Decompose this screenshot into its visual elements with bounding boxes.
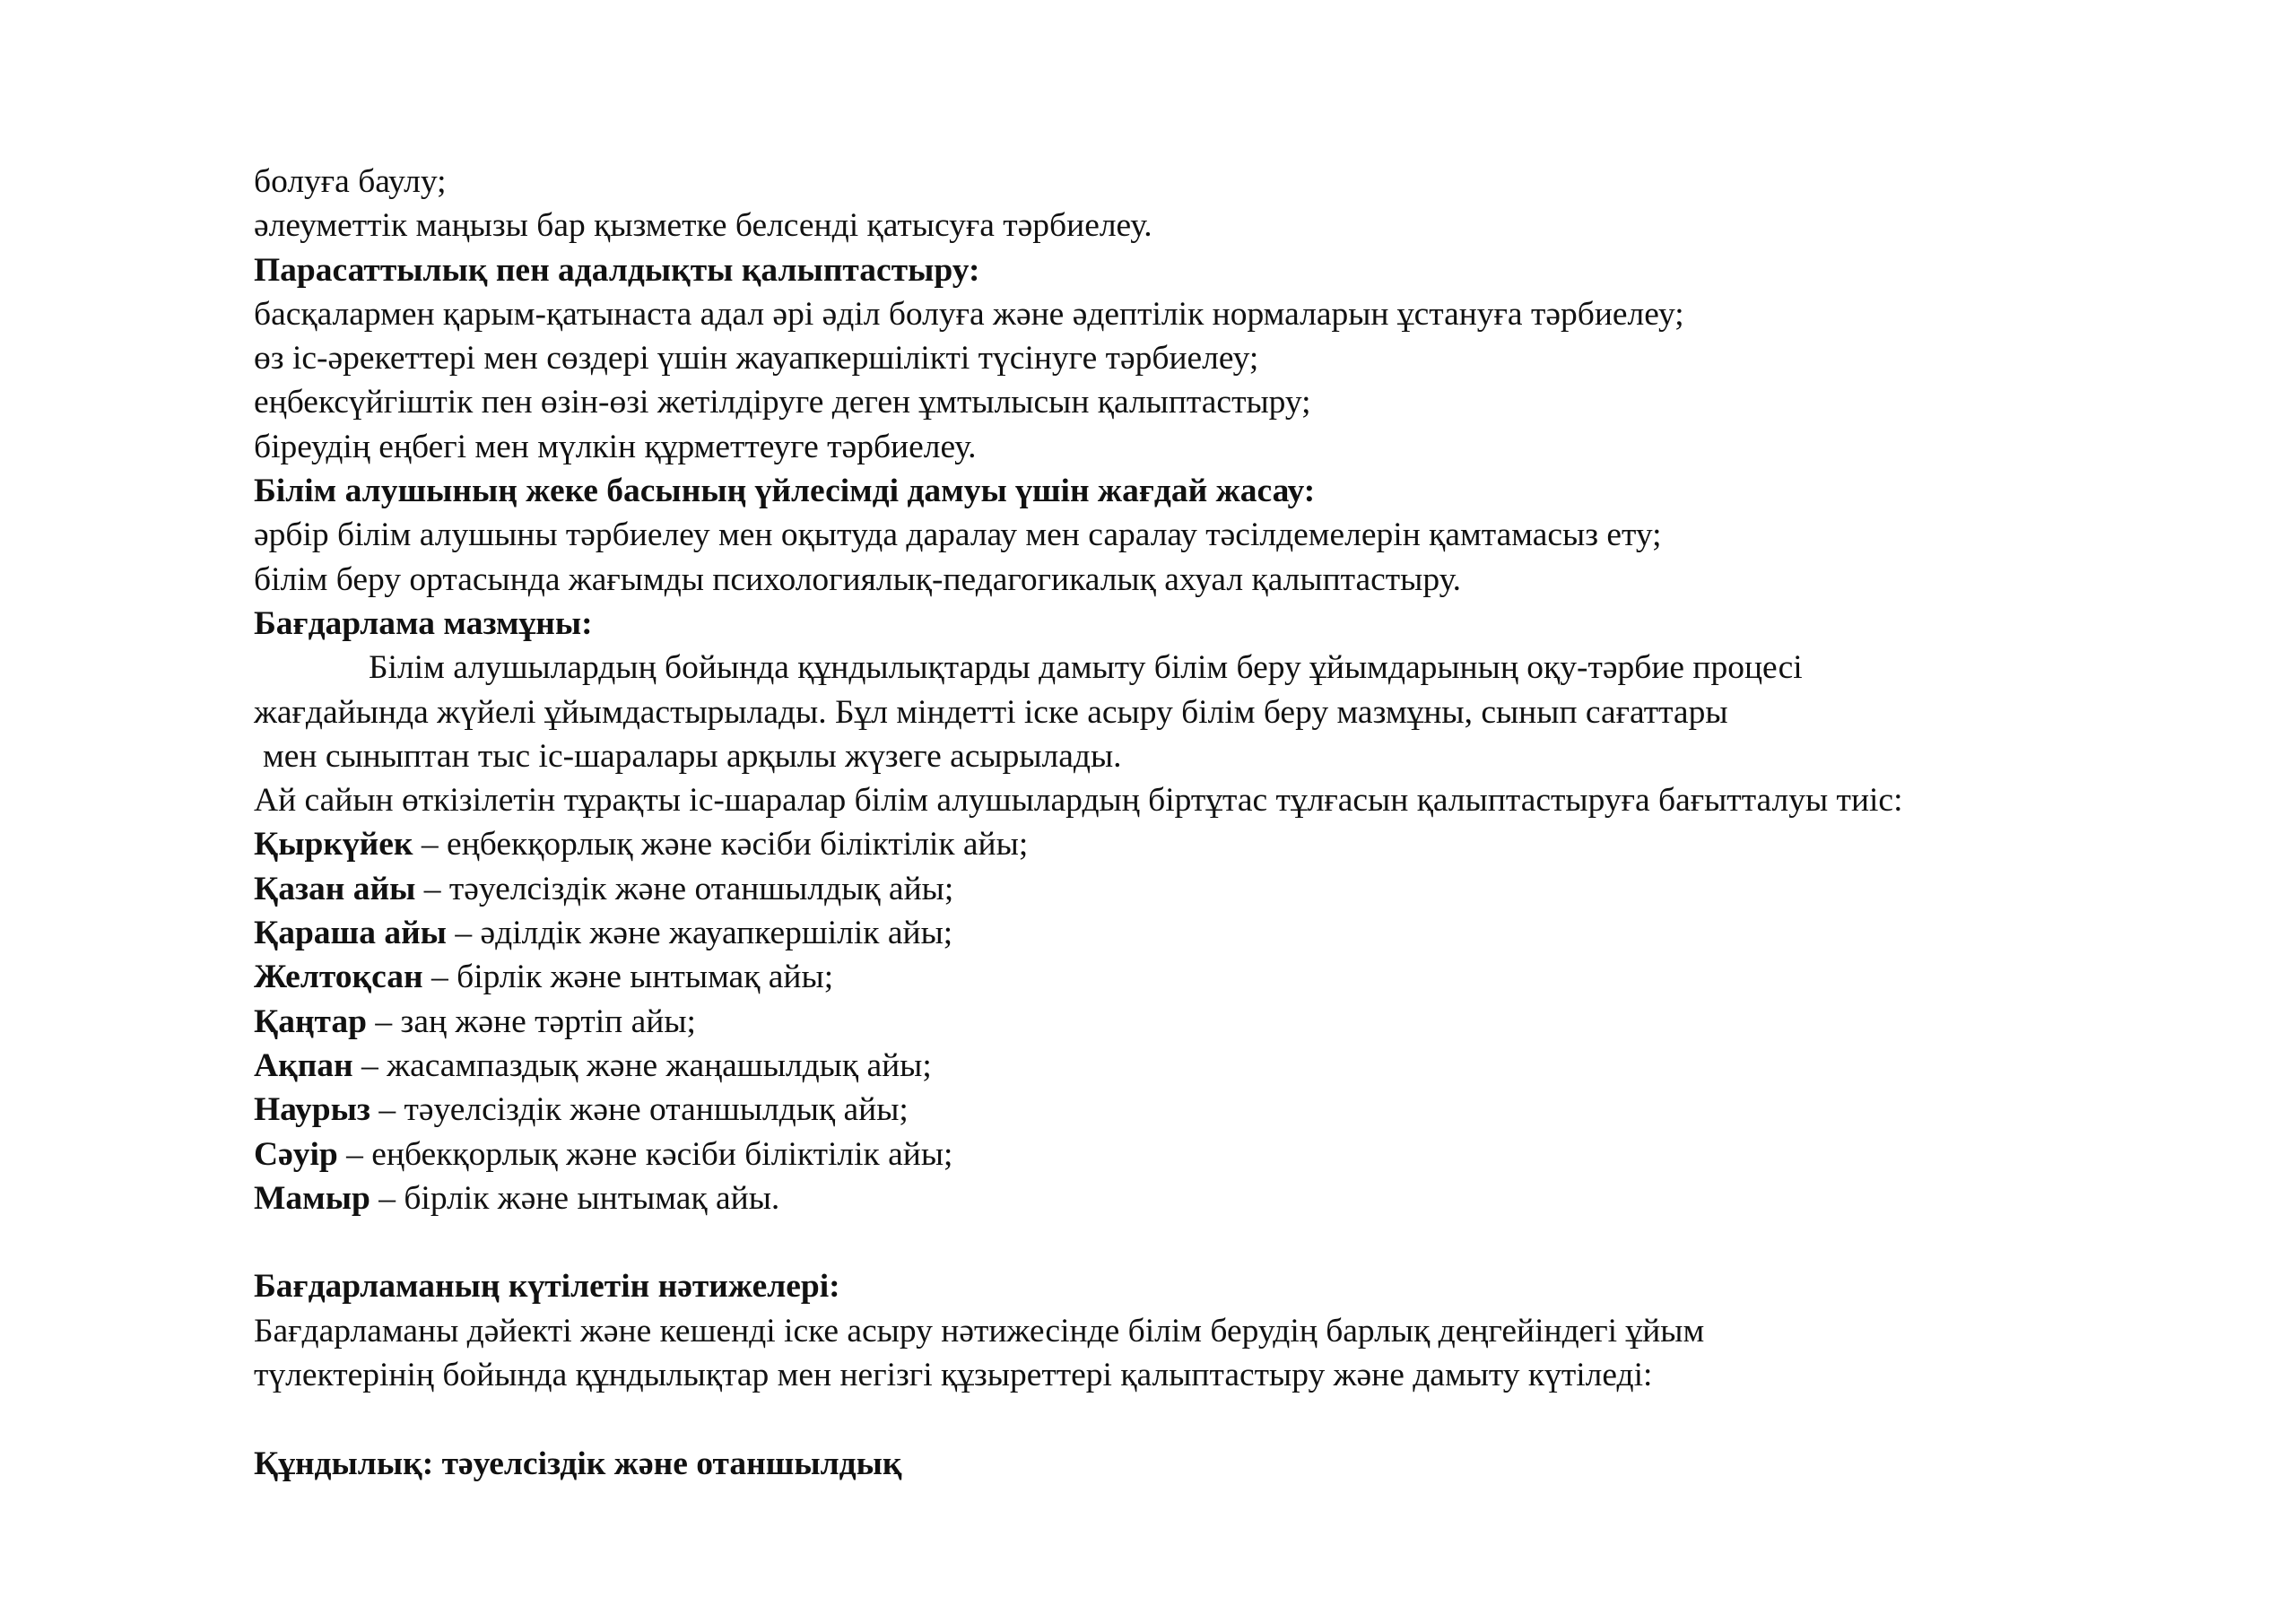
personality-line-1: әрбір білім алушыны тәрбиелеу мен оқытуда даралау мен саралау тәсілдемелерін қамтамасыз ету; — [254, 516, 1662, 554]
spacer — [254, 1397, 2263, 1441]
intro-line-2: әлеуметтік маңызы бар қызметке белсенді қатысуға тәрбиелеу. — [254, 207, 1152, 245]
document-page — [254, 160, 2263, 1486]
month-item — [254, 1044, 2263, 1088]
month-name: Наурыз — [254, 1091, 370, 1129]
month-item — [254, 1000, 2263, 1044]
integrity-line-3: еңбексүйгіштік пен өзін-өзі жетілдіруге деген ұмтылысын қалыптастыру; — [254, 384, 1311, 421]
content-para-line-1: Білім алушылардың бойында құндылықтарды дамыту білім беру ұйымдарының оқу-тәрбие процесі — [369, 649, 1803, 687]
heading-results: Бағдарламаның күтілетін нәтижелері: — [254, 1268, 840, 1306]
month-name: Қараша айы — [254, 915, 447, 952]
spacer — [254, 1220, 2263, 1264]
month-item — [254, 867, 2263, 911]
month-desc: – еңбекқорлық және кәсіби біліктілік айы; — [337, 1135, 953, 1173]
month-item — [254, 822, 2263, 866]
monthly-intro: Ай сайын өткізілетін тұрақты іс-шаралар білім алушылардың біртұтас тұлғасын қалыптастыруға бағытталуы тиіс: — [254, 782, 1903, 820]
month-desc: – жасампаздық және жаңашылдық айы; — [352, 1046, 932, 1084]
integrity-line-2: өз іс-әрекеттері мен сөздері үшін жауапкершілікті түсінуге тәрбиелеу; — [254, 340, 1259, 378]
heading-content: Бағдарлама мазмұны: — [254, 604, 593, 642]
month-item — [254, 955, 2263, 999]
month-name: Қыркүйек — [254, 826, 413, 864]
month-item — [254, 1133, 2263, 1176]
heading-personality: Білім алушының жеке басының үйлесімді дамуы үшін жағдай жасау: — [254, 473, 1316, 510]
month-name: Желтоқсан — [254, 959, 423, 996]
personality-line-2: білім беру ортасында жағымды психологиялық-педагогикалық ахуал қалыптастыру. — [254, 560, 1462, 598]
month-desc: – әділдік және жауапкершілік айы; — [446, 915, 953, 952]
month-list — [254, 822, 2263, 1220]
month-name: Қаңтар — [254, 1002, 368, 1040]
integrity-line-4: біреудің еңбегі мен мүлкін құрметтеуге тәрбиелеу. — [254, 428, 977, 465]
month-name: Сәуір — [254, 1135, 338, 1173]
month-name: Мамыр — [254, 1179, 370, 1217]
month-desc: – тәуелсіздік және отаншылдық айы; — [415, 870, 954, 907]
intro-line-1: болуға баулу; — [254, 163, 447, 200]
month-item — [254, 1088, 2263, 1132]
results-line-1: Бағдарламаны дәйекті және кешенді іске асыру нәтижесінде білім берудің барлық деңгейіндегі ұйым — [254, 1312, 1705, 1350]
content-para-line-3: мен сыныптан тыс іс-шаралары арқылы жүзеге асырылады. — [263, 737, 1122, 775]
month-item — [254, 911, 2263, 955]
integrity-line-1: басқалармен қарым-қатынаста адал әрі әділ болуға және әдептілік нормаларын ұстануға тәрбиелеу; — [254, 295, 1684, 333]
heading-integrity: Парасаттылық пен адалдықты қалыптастыру: — [254, 251, 980, 289]
heading-value: Құндылық: тәуелсіздік және отаншылдық — [254, 1445, 902, 1482]
month-name: Ақпан — [254, 1046, 353, 1084]
month-desc: – тәуелсіздік және отаншылдық айы; — [370, 1091, 909, 1129]
month-desc: – еңбекқорлық және кәсіби біліктілік айы; — [413, 826, 1029, 864]
content-para-line-2: жағдайында жүйелі ұйымдастырылады. Бұл міндетті іске асыру білім беру мазмұны, сынып сағаттары — [254, 693, 1728, 731]
month-item — [254, 1176, 2263, 1220]
month-desc: – заң және тәртіп айы; — [367, 1002, 696, 1040]
month-desc: – бірлік және ынтымақ айы. — [370, 1179, 780, 1217]
results-line-2: түлектерінің бойында құндылықтар мен негізгі құзыреттері қалыптастыру және дамыту күтіледі: — [254, 1357, 1653, 1394]
month-name: Қазан айы — [254, 870, 416, 907]
month-desc: – бірлік және ынтымақ айы; — [422, 959, 834, 996]
